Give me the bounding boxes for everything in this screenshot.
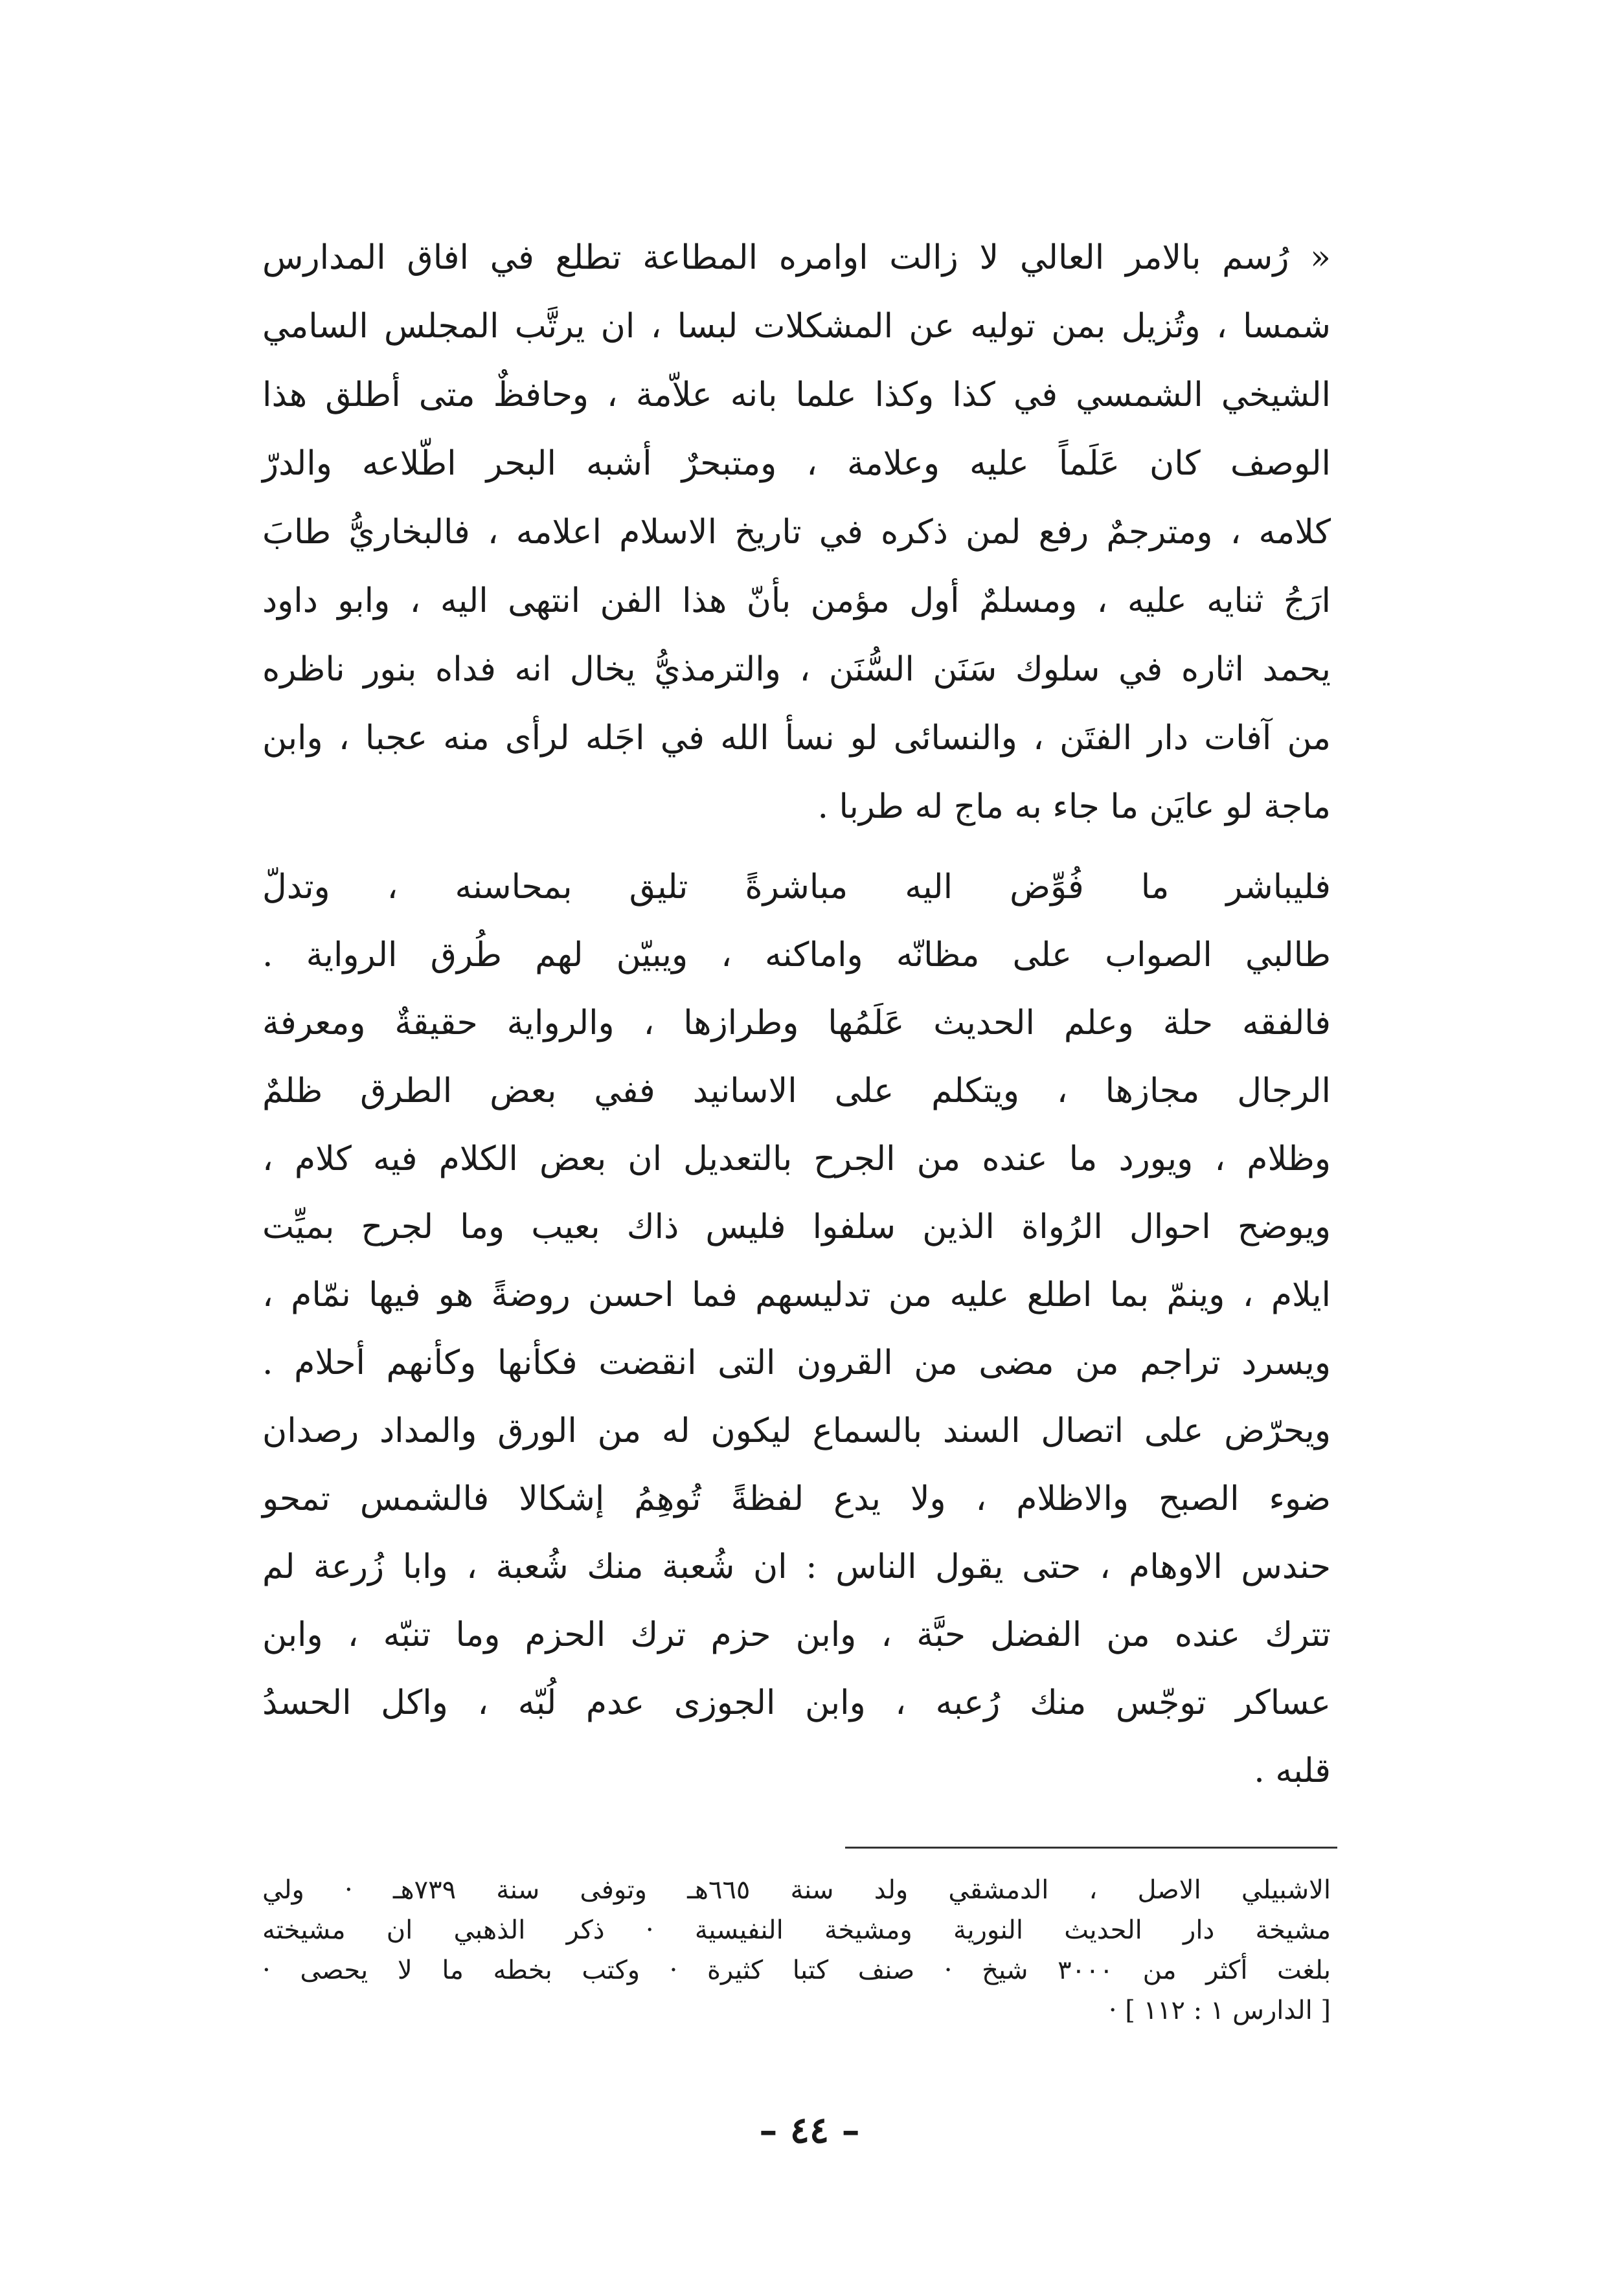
text-line: ويوضح احوال الرُواة الذين سلفوا فليس ذاك بعيب وما لجرح بميِّت (262, 1208, 1331, 1246)
text-line: ويحرّض على اتصال السند بالسماع ليكون له من الورق والمداد رصدان (262, 1412, 1331, 1450)
text-line: يحمد اثاره في سلوك سَنَن السُّنَن ، والترمذيُّ يخال انه فداه بنور ناظره (262, 650, 1331, 689)
text-line: « رُسم بالامر العالي لا زالت اوامره المطاعة تطلع في افاق المدارس (262, 238, 1331, 277)
text-line: الوصف كان عَلَماً عليه وعلامة ، ومتبحرٌ أشبه البحر اطّلاعه والدرّ (262, 444, 1331, 483)
text-line: ارَجُ ثنايه عليه ، ومسلمٌ أول مؤمن بأنّ هذا الفن انتهى اليه ، وابو داود (262, 581, 1331, 620)
text-line: ويسرد تراجم من مضى من القرون التى انقضت فكأنها وكأنهم أحلام . (262, 1344, 1331, 1382)
text-line: عساكر توجّس منك رُعبه ، وابن الجوزى عدم لُبّه ، واكل الحسدُ (262, 1683, 1331, 1722)
text-line: فالفقه حلة وعلم الحديث عَلَمُها وطرازها ، والرواية حقيقةٌ ومعرفة (262, 1004, 1331, 1042)
text-line: الشيخي الشمسي في كذا وكذا علما بانه علاّمة ، وحافظٌ متى أطلق هذا (262, 376, 1331, 414)
text-line: ضوء الصبح والاظلام ، ولا يدع لفظةً تُوهِمُ إشكالا فالشمس تمحو (262, 1480, 1331, 1518)
text-line: شمسا ، وتُزيل بمن توليه عن المشكلات لبسا ، ان يرتَّب المجلس السامي (262, 307, 1331, 346)
paragraph-2 (262, 853, 1331, 1805)
text-line: حندس الاوهام ، حتى يقول الناس : ان شُعبة منك شُعبة ، وابا زُرعة لم (262, 1548, 1331, 1586)
text-line: تترك عنده من الفضل حبَّة ، وابن حزم ترك الحزم وما تنبّه ، وابن (262, 1615, 1331, 1654)
text-line: ماجة لو عايَن ما جاء به ماج له طربا . (817, 787, 1331, 826)
text-line: فليباشر ما فُوِّض اليه مباشرةً تليق بمحاسنه ، وتدلّ (262, 868, 1331, 906)
text-line: وظلام ، ويورد ما عنده من الجرح بالتعديل ان بعض الكلام فيه كلام ، (262, 1140, 1331, 1178)
text-line: كلامه ، ومترجمٌ رفع لمن ذكره في تاريخ الاسلام اعلامه ، فالبخاريُّ طابَ (262, 513, 1331, 552)
text-line: من آفات دار الفتَن ، والنسائى لو نسأ الله في اجَله لرأى منه عجبا ، وابن (262, 719, 1331, 758)
text-line: طالبي الصواب على مظانّه واماكنه ، ويبيّن لهم طُرق الرواية . (262, 936, 1331, 974)
text-line: ايلام ، وينمّ بما اطلع عليه من تدليسهم فما احسن روضةً هو فيها نمّام ، (262, 1276, 1331, 1314)
footnote (262, 1870, 1331, 2031)
text-line: قلبه . (1254, 1751, 1331, 1790)
footnote-line: مشيخة دار الحديث النورية ومشيخة النفيسية · ذكر الذهبي ان مشيخته (262, 1915, 1331, 1945)
footnote-divider (845, 1847, 1337, 1849)
footnote-line: بلغت أكثر من ٣٠٠٠ شيخ · صنف كتبا كثيرة · وكتب بخطه ما لا يحصى · (262, 1955, 1331, 1985)
paragraph-1 (262, 223, 1331, 841)
text-line: الرجال مجازها ، ويتكلم على الاسانيد ففي بعض الطرق ظلمٌ (262, 1072, 1331, 1110)
footnote-line: الاشبيلي الاصل ، الدمشقي ولد سنة ٦٦٥هـ وتوفى سنة ٧٣٩هـ · ولي (262, 1875, 1331, 1905)
footnote-line: [ الدارس ١ : ١١٢ ] · (1108, 1996, 1331, 2025)
page-number: – ٤٤ – (759, 2109, 860, 2152)
